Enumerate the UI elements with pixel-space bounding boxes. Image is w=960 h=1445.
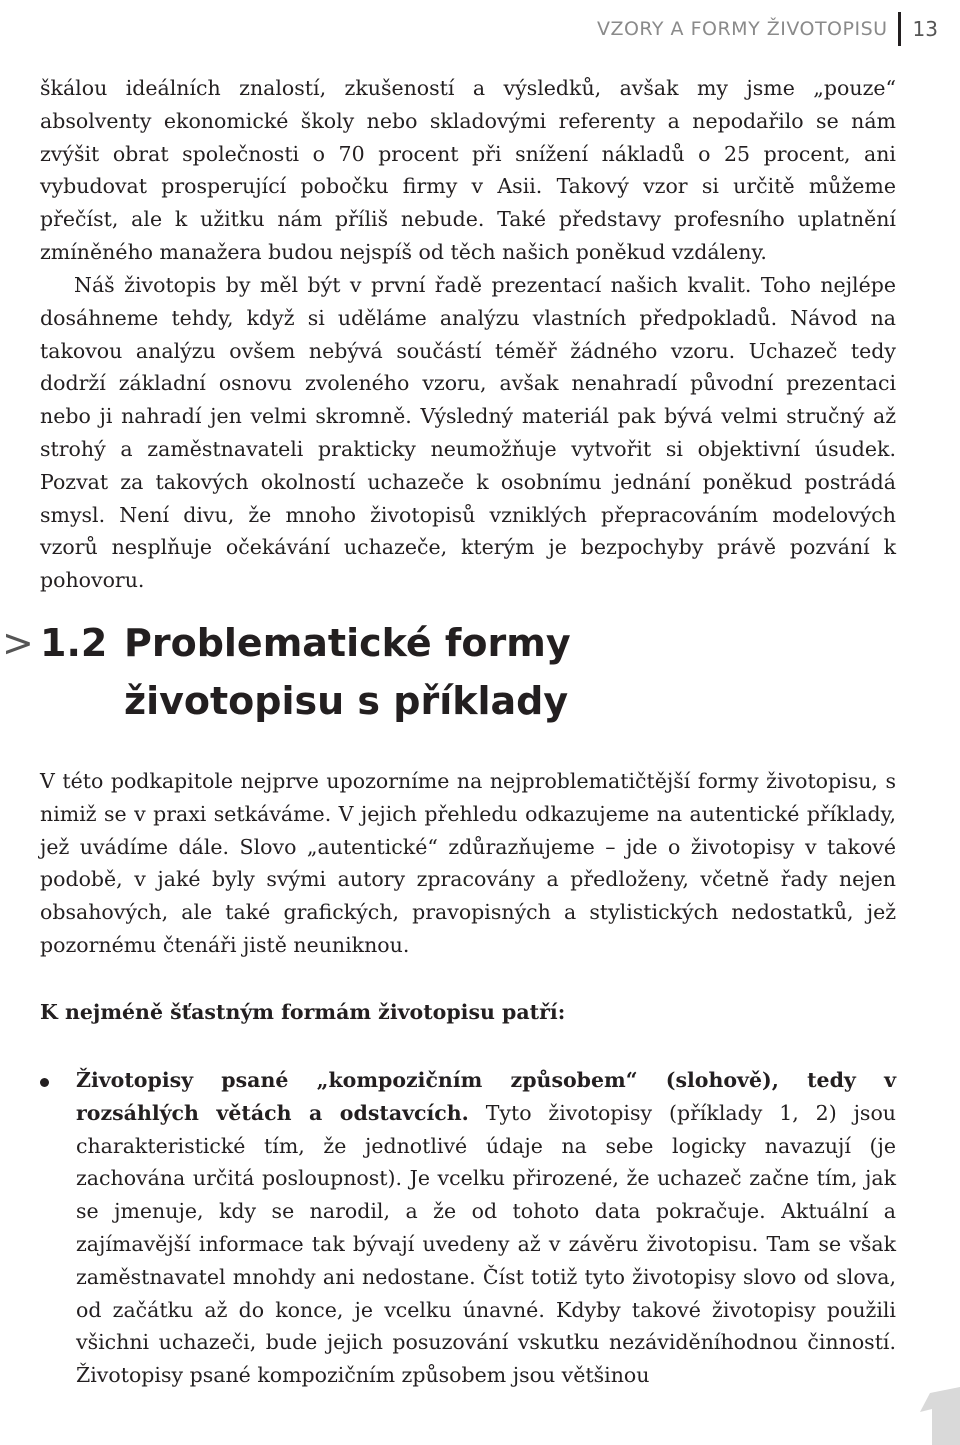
list-item-bold: Životopisy psané „kompozičním způsobem“ (slohově), tedy v rozsáhlých větách a odstavcích.	[76, 1068, 896, 1125]
list-item-text	[76, 1064, 896, 1392]
paragraph-1: škálou ideálních znalostí, zkušeností a výsledků, avšak my jsme „pouze“ absolventy ekonomické školy nebo skladovými referenty a nepodařilo se nám zvýšit obrat společnosti o 70 procent při snížení nákladů o 25 procent, ani vybudovat prosperující pobočku firmy v Asii. Takový vzor si určitě můžeme přečíst, ale k užitku nám příliš nebude. Také představy profesního uplatnění zmíněného manažera budou nejspíš od těch našich poněkud vzdáleny.	[40, 76, 896, 264]
running-title: VZORY A FORMY ŽIVOTOPISU	[596, 18, 888, 40]
section-number: 1.2	[40, 621, 108, 665]
chapter-mark-icon	[890, 1385, 960, 1445]
list-item-body: Tyto životopisy (příklady 1, 2) jsou charakteristické tím, že jednotlivé údaje na sebe logicky navazují (je zachována určitá posloupnost). Je vcelku přirozené, že uchazeč začne tím, jak se jmenuje, kdy se narodil, a že od tohoto data pokračuje. Aktuální a zajímavější informace tak bývají uvedeny až v závěru životopisu. Tam se však zaměstnavatel mnohdy ani nedostane. Číst totiž tyto životopisy slovo od slova, od začátku až do konce, je vcelku únavné. Kdyby takové životopisy použili všichni uchazeči, bude jejich posuzování vskutku nezáviděníhodnou činností. Životopisy psané kompozičním způsobem jsou většinou	[76, 1100, 896, 1388]
paragraph-2: Náš životopis by měl být v první řadě prezentací našich kvalit. Toho nejlépe dosáhneme tehdy, když si uděláme analýzu vlastních předpokladů. Návod na takovou analýzu ovšem nebývá součástí téměř žádného vzoru. Uchazeč tedy dodrží základní osnovu zvoleného vzoru, avšak nenahradí původní prezentaci nebo ji nahradí jen velmi skromně. Výsledný materiál pak bývá velmi stručný až strohý a zaměstnavateli prakticky neumožňuje vytvořit si objektivní úsudek. Pozvat za takových okolností uchazeče k osobnímu jednání poněkud postrádá smysl. Není divu, že mnoho životopisů vzniklých přepracováním modelových vzorů nesplňuje očekávání uchazeče, kterým je bezpochyby právě pozvání k pohovoru.	[40, 273, 896, 593]
header-divider	[898, 12, 901, 46]
running-head	[597, 12, 938, 46]
section-title: Problematické formy životopisu s příklady	[124, 621, 571, 723]
list-item	[40, 1064, 896, 1392]
paragraph-3: V této podkapitole nejprve upozorníme na nejproblematičtější formy životopisu, s nimiž se v praxi setkáváme. V jejich přehledu odkazujeme na autentické příklady, jež uvádíme dále. Slovo „autentické“ zdůrazňujeme – jde o životopisy v takové podobě, v jaké byly svými autory zpracovány a předloženy, včetně řady nejen obsahových, ale také grafických, pravopisných a stylistických nedostatků, jež pozornému čtenáři jistě neuniknou.	[40, 769, 896, 957]
bullet-icon	[40, 1078, 49, 1087]
list-lead-in: K nejméně šťastným formám životopisu patří:	[40, 1000, 566, 1024]
page-number: 13	[912, 17, 938, 41]
section-marker: >	[2, 621, 34, 665]
